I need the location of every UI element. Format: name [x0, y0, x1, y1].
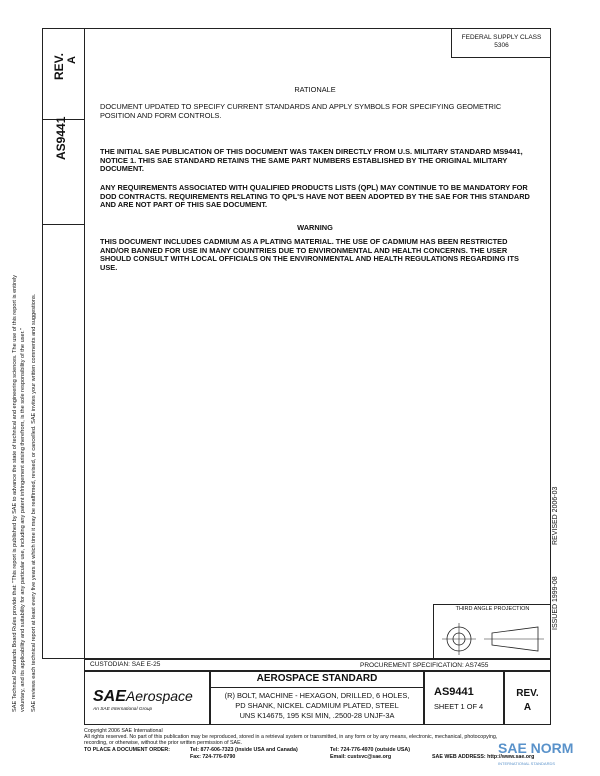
rev-value-vertical: A — [66, 56, 78, 64]
sae-aerospace-logo — [93, 688, 193, 706]
third-angle-projection-symbol — [434, 615, 550, 659]
issued-date: ISSUED 1999-08 — [552, 576, 559, 630]
logo-tagline: An SAE International Group — [93, 707, 153, 712]
desc-line2: PD SHANK, NICKEL CADMIUM PLATED, STEEL — [235, 701, 399, 710]
footer-tel2: Tel: 724-776-4970 (outside USA) — [330, 747, 410, 753]
custodian-label: CUSTODIAN: SAE E-25 — [90, 661, 161, 668]
watermark-text: SAE NORM — [498, 740, 574, 756]
side-note-line3: SAE reviews each technical report at least every five years at which time it may be reaffirmed, revised, or cancelled. SAE invites your written comments and suggestions. — [31, 293, 37, 712]
footer-email: Email: custsvc@sae.org — [330, 754, 392, 760]
federal-supply-class-box — [451, 28, 551, 58]
doc-number: AS9441 — [434, 686, 474, 698]
footer-fax: Fax: 724-776-0790 — [190, 754, 236, 760]
desc-line1: (R) BOLT, MACHINE - HEXAGON, DRILLED, 6 HOLES, — [224, 691, 410, 700]
warning-text: THIS DOCUMENT INCLUDES CADMIUM AS A PLATING MATERIAL. THE USE OF CADMIUM HAS BEEN RESTRICTED AND/OR BANNED FOR USE IN MANY COUNTRIES DUE TO ENVIRONMENTAL AND HEALTH CONCERNS. THE USER SHOULD CONSULT WITH LOCAL OFFICIALS ON THE ENVIRONMENTAL AND HEALTH REGULATIONS REGARDING ITS USE. — [100, 237, 519, 272]
logo-sae: SAE — [93, 688, 126, 705]
footer-rights1: All rights reserved. No part of this publication may be reproduced, stored in a retrieval system or transmitted, in any form or by any means, electronic, mechanical, photocopying, — [84, 734, 498, 740]
procurement-spec: PROCUREMENT SPECIFICATION: AS7455 — [360, 662, 489, 669]
doc-number-cell — [424, 671, 504, 725]
footer-copyright: Copyright 2006 SAE International — [84, 728, 163, 734]
footer-web[interactable]: SAE WEB ADDRESS: http://www.sae.org — [432, 754, 535, 760]
revised-date: REVISED 2006-03 — [552, 486, 559, 545]
third-angle-projection-box — [433, 604, 551, 659]
title-divider — [210, 687, 424, 688]
standard-title: AEROSPACE STANDARD — [256, 673, 378, 684]
rationale-title: RATIONALE — [294, 85, 336, 94]
desc-line3: UNS K14675, 195 KSI MIN, .2500-28 UNJF-3A — [239, 711, 395, 720]
fsc-label: FEDERAL SUPPLY CLASS — [461, 34, 542, 41]
watermark-sub: INTERNATIONAL STANDARDS — [498, 761, 556, 766]
doc-number-vertical: AS9441 — [54, 116, 68, 160]
rev-label: REV. — [516, 688, 539, 699]
footer-rights2: recording, or otherwise, without the prior written permission of SAE. — [84, 740, 243, 746]
side-note-line2: voluntary, and its applicability and suitability for any particular use, including any patent infringement arising therefrom, is the sole responsibility of the user." — [20, 328, 26, 712]
paragraph-qpl: ANY REQUIREMENTS ASSOCIATED WITH QUALIFIED PRODUCTS LISTS (QPL) MAY CONTINUE TO BE MANDATORY FOR DOD CONTRACTS. REQUIREMENTS RELATING TO QPL'S HAVE NOT BEEN ADOPTED BY THE SAE FOR THIS STANDARD AND ARE NOT PART OF THIS SAE DOCUMENT. — [100, 183, 530, 210]
sae-norm-watermark — [498, 740, 573, 758]
projection-label: THIRD ANGLE PROJECTION — [455, 606, 530, 612]
rev-value: A — [523, 702, 532, 713]
rev-label-vertical: REV. — [52, 53, 66, 80]
footer-order-label: TO PLACE A DOCUMENT ORDER: — [84, 747, 171, 753]
paragraph-initial-publication: THE INITIAL SAE PUBLICATION OF THIS DOCUMENT WAS TAKEN DIRECTLY FROM U.S. MILITARY STANDARD MS9441, NOTICE 1. THIS SAE STANDARD RETAINS THE SAME PART NUMBERS ESTABLISHED BY THE ORIGINAL MILITARY DOCUMENT. — [100, 147, 523, 174]
logo-aerospace: Aerospace — [125, 688, 193, 704]
side-note-line1: SAE Technical Standards Board Rules provide that: "This report is published by SAE to advance the state of technical and engineering sciences. The use of this report is entirely — [12, 274, 18, 712]
rationale-text: DOCUMENT UPDATED TO SPECIFY CURRENT STANDARDS AND APPLY SYMBOLS FOR SPECIFYING GEOMETRIC POSITION AND FORM CONTROLS. — [100, 102, 502, 120]
warning-title: WARNING — [297, 223, 333, 232]
fsc-value: 5306 — [494, 42, 509, 49]
footer-tel1: Tel: 877-606-7323 (inside USA and Canada) — [190, 747, 298, 753]
document-frame — [84, 28, 551, 659]
sheet-number: SHEET 1 OF 4 — [434, 702, 484, 711]
